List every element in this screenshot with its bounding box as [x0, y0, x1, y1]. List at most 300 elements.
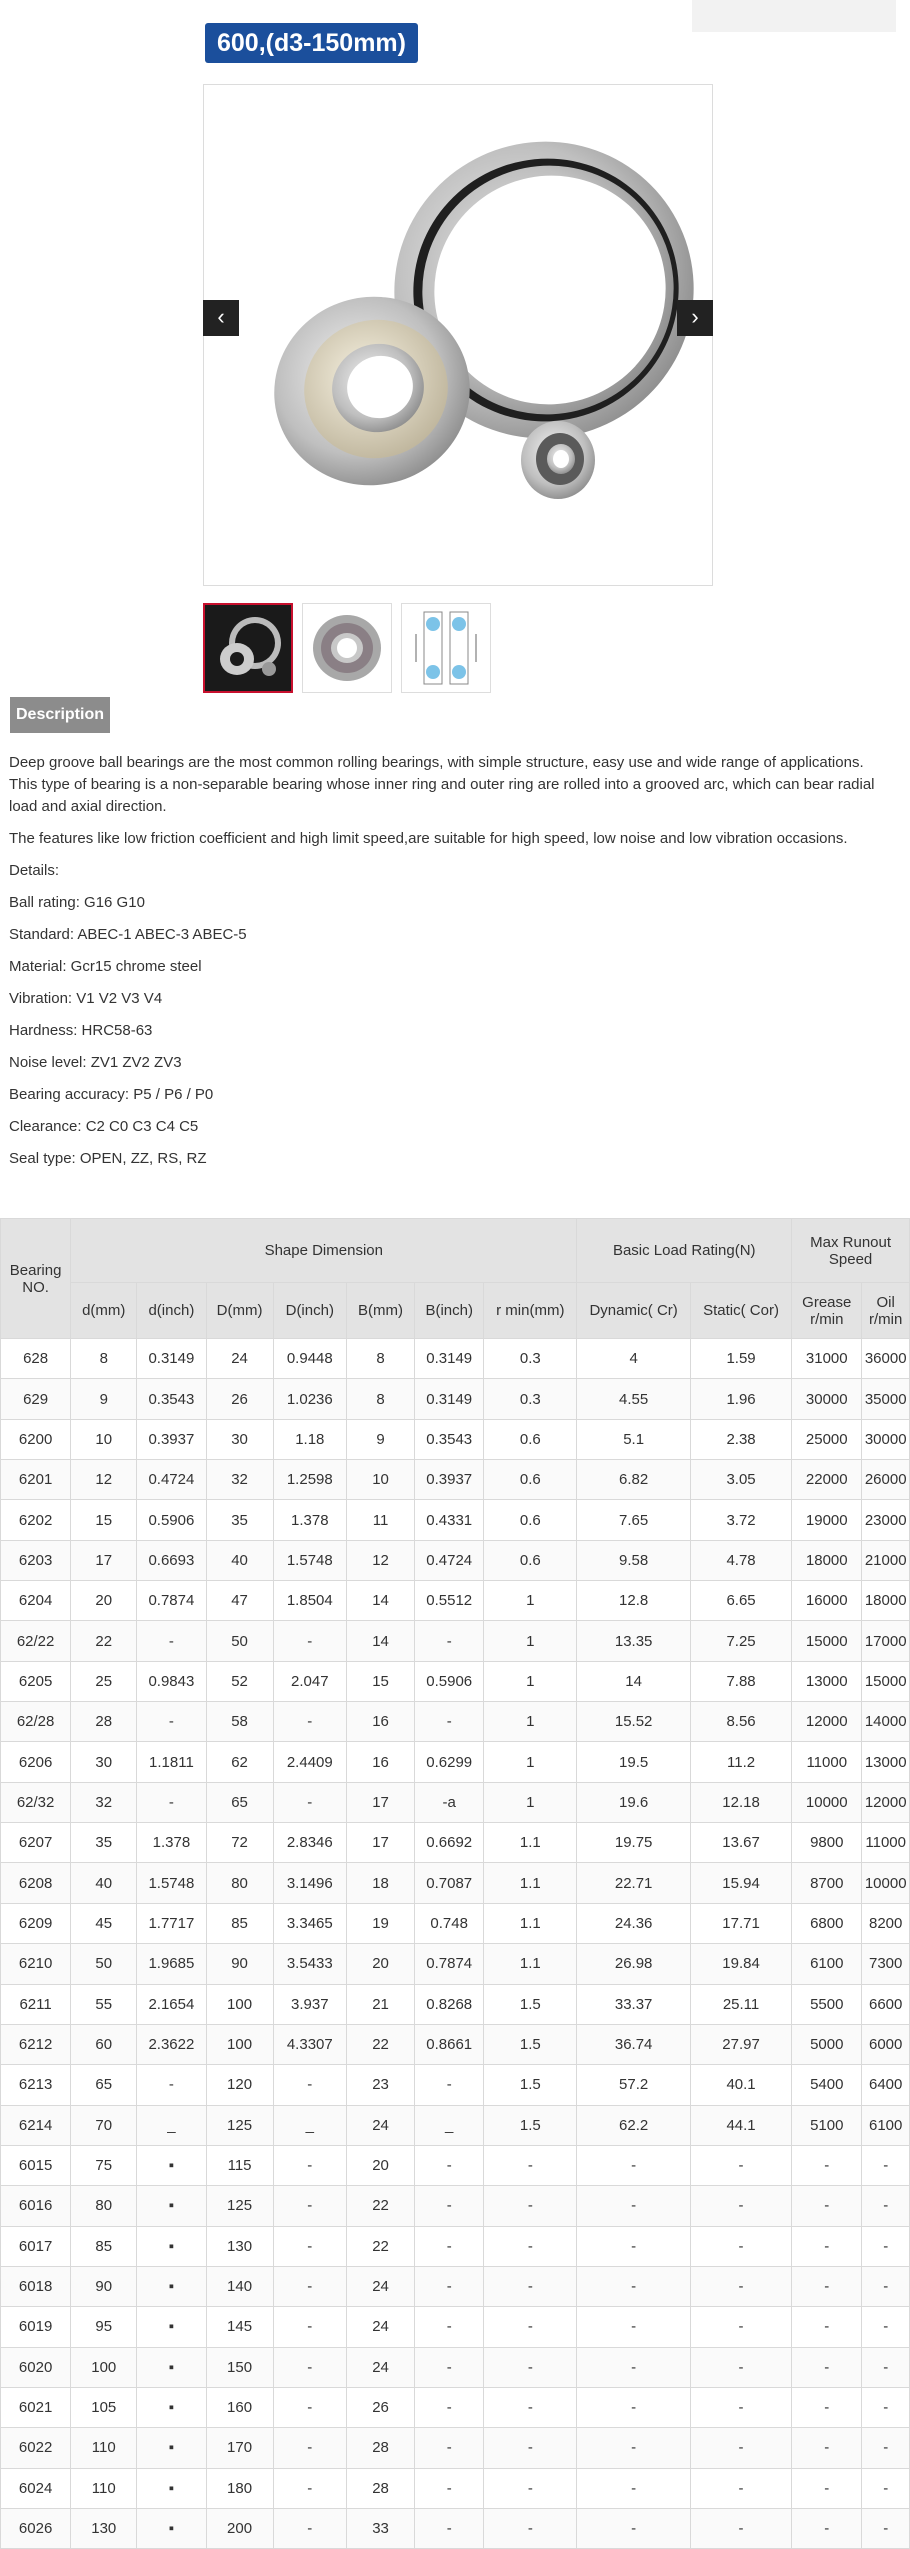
table-cell: ▪ [137, 2226, 206, 2266]
table-cell: - [415, 2266, 484, 2306]
table-cell: 21000 [862, 1540, 910, 1580]
table-cell: 6600 [862, 1984, 910, 2024]
table-cell: 3.1496 [273, 1863, 346, 1903]
table-cell: - [415, 2186, 484, 2226]
table-cell: 5400 [792, 2065, 862, 2105]
table-cell: - [792, 2387, 862, 2427]
table-cell: ▪ [137, 2145, 206, 2185]
table-cell: 19000 [792, 1500, 862, 1540]
table-cell: 0.4724 [415, 1540, 484, 1580]
table-cell: 17 [346, 1782, 414, 1822]
table-row [1, 2307, 910, 2347]
table-cell: 0.3149 [415, 1339, 484, 1379]
table-cell: 8 [71, 1339, 137, 1379]
gallery-next-button[interactable] [677, 300, 713, 336]
table-cell: 12.18 [690, 1782, 791, 1822]
table-cell: - [577, 2508, 691, 2548]
table-row [1, 2024, 910, 2064]
table-cell: 30 [71, 1742, 137, 1782]
detail-seal-type: Seal type: OPEN, ZZ, RS, RZ [9, 1150, 207, 1167]
table-cell: 125 [206, 2186, 273, 2226]
header-bearing-no: Bearing NO. [1, 1219, 71, 1339]
table-cell: 26000 [862, 1460, 910, 1500]
table-cell: 0.3149 [137, 1339, 206, 1379]
table-cell: 5.1 [577, 1419, 691, 1459]
table-cell: 12 [71, 1460, 137, 1500]
table-cell: - [273, 2307, 346, 2347]
table-cell: 28 [71, 1702, 137, 1742]
table-cell: 32 [71, 1782, 137, 1822]
table-cell: ▪ [137, 2307, 206, 2347]
table-cell: - [690, 2508, 791, 2548]
table-cell: 23000 [862, 1500, 910, 1540]
table-cell: _ [273, 2105, 346, 2145]
table-cell: 6100 [792, 1944, 862, 1984]
table-cell: 6.65 [690, 1581, 791, 1621]
table-cell: 30000 [862, 1419, 910, 1459]
table-cell: 1.59 [690, 1339, 791, 1379]
table-cell: ▪ [137, 2508, 206, 2548]
table-cell: - [484, 2387, 577, 2427]
table-cell: 0.6 [484, 1460, 577, 1500]
table-cell: 1.5748 [273, 1540, 346, 1580]
table-cell: - [577, 2387, 691, 2427]
table-cell: 0.3 [484, 1339, 577, 1379]
table-cell: - [484, 2347, 577, 2387]
table-cell: 6203 [1, 1540, 71, 1580]
table-cell: -a [415, 1782, 484, 1822]
table-row [1, 1339, 910, 1379]
col-header: d(mm) [71, 1283, 137, 1339]
table-cell: - [577, 2468, 691, 2508]
col-header: d(inch) [137, 1283, 206, 1339]
table-cell: - [273, 2266, 346, 2306]
table-cell: - [415, 2468, 484, 2508]
table-cell: 16 [346, 1742, 414, 1782]
table-cell: 4.78 [690, 1540, 791, 1580]
thumbnail-bearing-image [303, 604, 391, 692]
table-cell: 13.67 [690, 1823, 791, 1863]
col-header: Oil r/min [862, 1283, 910, 1339]
table-cell: 6202 [1, 1500, 71, 1540]
table-cell: 1.1 [484, 1823, 577, 1863]
table-cell: 105 [71, 2387, 137, 2427]
table-cell: - [862, 2508, 910, 2548]
table-cell: ▪ [137, 2186, 206, 2226]
table-cell: 16 [346, 1702, 414, 1742]
table-cell: 1.18 [273, 1419, 346, 1459]
table-cell: 1 [484, 1661, 577, 1701]
table-cell: 13000 [862, 1742, 910, 1782]
table-cell: 3.5433 [273, 1944, 346, 1984]
table-cell: 10000 [862, 1863, 910, 1903]
table-row [1, 1823, 910, 1863]
table-cell: 0.7874 [137, 1581, 206, 1621]
table-cell: 30 [206, 1419, 273, 1459]
thumbnail-bearing-image [205, 605, 291, 691]
table-cell: 17000 [862, 1621, 910, 1661]
table-cell: - [484, 2226, 577, 2266]
product-image-main [203, 84, 713, 586]
table-cell: 6.82 [577, 1460, 691, 1500]
table-cell: - [792, 2186, 862, 2226]
detail-vibration: Vibration: V1 V2 V3 V4 [9, 990, 163, 1007]
table-cell: 6209 [1, 1903, 71, 1943]
table-cell: 0.6693 [137, 1540, 206, 1580]
table-cell: - [577, 2186, 691, 2226]
table-cell: 7.88 [690, 1661, 791, 1701]
table-cell: 62/22 [1, 1621, 71, 1661]
table-cell: 3.72 [690, 1500, 791, 1540]
table-cell: 24 [346, 2266, 414, 2306]
table-cell: 12000 [862, 1782, 910, 1822]
detail-noise-level: Noise level: ZV1 ZV2 ZV3 [9, 1054, 182, 1071]
table-cell: 80 [206, 1863, 273, 1903]
header-shape-dimension: Shape Dimension [71, 1219, 577, 1283]
table-cell: 3.05 [690, 1460, 791, 1500]
table-cell: 6213 [1, 2065, 71, 2105]
table-cell: 6205 [1, 1661, 71, 1701]
table-cell: 75 [71, 2145, 137, 2185]
col-header: D(inch) [273, 1283, 346, 1339]
table-cell: 110 [71, 2468, 137, 2508]
table-cell: 22000 [792, 1460, 862, 1500]
table-cell: 22 [346, 2226, 414, 2266]
table-cell: 0.7087 [415, 1863, 484, 1903]
thumbnail-2[interactable] [302, 603, 392, 693]
table-cell: ▪ [137, 2347, 206, 2387]
detail-ball-rating: Ball rating: G16 G10 [9, 894, 145, 911]
table-cell: - [415, 2428, 484, 2468]
detail-clearance: Clearance: C2 C0 C3 C4 C5 [9, 1118, 199, 1135]
table-cell: 6212 [1, 2024, 71, 2064]
table-cell: - [273, 2468, 346, 2508]
table-cell: 85 [71, 2226, 137, 2266]
table-row [1, 1984, 910, 2024]
table-cell: 3.3465 [273, 1903, 346, 1943]
table-cell: 22 [346, 2024, 414, 2064]
table-cell: 19.6 [577, 1782, 691, 1822]
table-cell: 11000 [792, 1742, 862, 1782]
table-cell: - [690, 2468, 791, 2508]
table-cell: 32 [206, 1460, 273, 1500]
table-row [1, 2347, 910, 2387]
col-header: r min(mm) [484, 1283, 577, 1339]
table-cell: 13000 [792, 1661, 862, 1701]
thumbnail-3[interactable] [401, 603, 491, 693]
table-cell: 2.3622 [137, 2024, 206, 2064]
table-cell: - [690, 2186, 791, 2226]
table-cell: 1 [484, 1581, 577, 1621]
table-row [1, 1581, 910, 1621]
table-cell: 2.4409 [273, 1742, 346, 1782]
table-cell: 6210 [1, 1944, 71, 1984]
table-cell: 47 [206, 1581, 273, 1621]
table-row [1, 1782, 910, 1822]
table-cell: 2.1654 [137, 1984, 206, 2024]
table-row [1, 2428, 910, 2468]
table-cell: 19.75 [577, 1823, 691, 1863]
detail-material: Material: Gcr15 chrome steel [9, 958, 202, 975]
table-cell: 1.5 [484, 1984, 577, 2024]
table-cell: 36000 [862, 1339, 910, 1379]
thumbnail-1[interactable] [203, 603, 293, 693]
table-cell: 0.6299 [415, 1742, 484, 1782]
table-cell: 10000 [792, 1782, 862, 1822]
table-cell: - [690, 2347, 791, 2387]
description-section [9, 752, 879, 1180]
table-cell: 33.37 [577, 1984, 691, 2024]
table-cell: - [792, 2347, 862, 2387]
table-cell: 19.84 [690, 1944, 791, 1984]
table-cell: - [484, 2468, 577, 2508]
table-cell: 629 [1, 1379, 71, 1419]
table-cell: 36.74 [577, 2024, 691, 2064]
table-cell: 22.71 [577, 1863, 691, 1903]
table-row [1, 2226, 910, 2266]
table-cell: - [577, 2307, 691, 2347]
table-cell: 9.58 [577, 1540, 691, 1580]
table-cell: - [792, 2226, 862, 2266]
table-cell: 62/28 [1, 1702, 71, 1742]
table-cell: - [690, 2145, 791, 2185]
table-cell: 0.5512 [415, 1581, 484, 1621]
table-cell: 28 [346, 2428, 414, 2468]
col-header: B(inch) [415, 1283, 484, 1339]
table-cell: 6017 [1, 2226, 71, 2266]
table-cell: 140 [206, 2266, 273, 2306]
table-cell: 15 [346, 1661, 414, 1701]
table-cell: 0.4724 [137, 1460, 206, 1500]
table-row [1, 2387, 910, 2427]
table-cell: 6020 [1, 2347, 71, 2387]
table-cell: 19.5 [577, 1742, 691, 1782]
table-cell: 6800 [792, 1903, 862, 1943]
table-cell: 180 [206, 2468, 273, 2508]
table-cell: 26 [206, 1379, 273, 1419]
table-cell: - [484, 2508, 577, 2548]
table-row [1, 1863, 910, 1903]
table-cell: 16000 [792, 1581, 862, 1621]
table-cell: 6021 [1, 2387, 71, 2427]
table-cell: 1.5748 [137, 1863, 206, 1903]
table-cell: - [792, 2468, 862, 2508]
table-cell: 1.1 [484, 1863, 577, 1903]
bearing-image [204, 85, 714, 587]
table-cell: 25 [71, 1661, 137, 1701]
table-row [1, 2266, 910, 2306]
table-cell: - [415, 2307, 484, 2347]
table-cell: 1.9685 [137, 1944, 206, 1984]
table-cell: 50 [71, 1944, 137, 1984]
table-row [1, 1742, 910, 1782]
table-cell: 44.1 [690, 2105, 791, 2145]
col-header: Static( Cor) [690, 1283, 791, 1339]
table-cell: 6000 [862, 2024, 910, 2064]
table-cell: 7.25 [690, 1621, 791, 1661]
table-cell: 22 [71, 1621, 137, 1661]
table-cell: 628 [1, 1339, 71, 1379]
detail-bearing-accuracy: Bearing accuracy: P5 / P6 / P0 [9, 1086, 214, 1103]
table-cell: 1.2598 [273, 1460, 346, 1500]
table-cell: 15000 [792, 1621, 862, 1661]
table-row [1, 1661, 910, 1701]
table-cell: 15.52 [577, 1702, 691, 1742]
table-cell: 120 [206, 2065, 273, 2105]
table-cell: 20 [71, 1581, 137, 1621]
table-cell: 21 [346, 1984, 414, 2024]
tab-description[interactable]: Description [10, 697, 110, 733]
table-cell: 2.38 [690, 1419, 791, 1459]
table-cell: 0.3149 [415, 1379, 484, 1419]
table-row [1, 2145, 910, 2185]
table-cell: 1.5 [484, 2065, 577, 2105]
table-cell: 14000 [862, 1702, 910, 1742]
spec-table-body [1, 1339, 910, 2549]
table-cell: 55 [71, 1984, 137, 2024]
col-header: B(mm) [346, 1283, 414, 1339]
table-cell: - [862, 2226, 910, 2266]
table-cell: 9 [71, 1379, 137, 1419]
table-cell: 12.8 [577, 1581, 691, 1621]
table-cell: 52 [206, 1661, 273, 1701]
table-cell: 90 [206, 1944, 273, 1984]
table-cell: - [273, 2347, 346, 2387]
table-cell: 170 [206, 2428, 273, 2468]
table-cell: 23 [346, 2065, 414, 2105]
table-cell: 65 [71, 2065, 137, 2105]
table-cell: 27.97 [690, 2024, 791, 2064]
table-cell: 18000 [862, 1581, 910, 1621]
table-row [1, 2508, 910, 2548]
table-cell: - [273, 2186, 346, 2226]
table-cell: 0.748 [415, 1903, 484, 1943]
table-cell: 24 [346, 2347, 414, 2387]
table-cell: 10 [346, 1460, 414, 1500]
table-cell: 7.65 [577, 1500, 691, 1540]
table-cell: - [415, 2065, 484, 2105]
table-cell: - [792, 2428, 862, 2468]
table-cell: 0.8661 [415, 2024, 484, 2064]
table-cell: 125 [206, 2105, 273, 2145]
table-cell: 1 [484, 1621, 577, 1661]
table-cell: 35000 [862, 1379, 910, 1419]
table-cell: - [415, 1702, 484, 1742]
description-paragraph-1: Deep groove ball bearings are the most common rolling bearings, with simple structure, easy use and wide range of applications. This type of bearing is a non-separable bearing whose inner ring and outer ring are rolled into a grooved arc, which can bear radial load and axial direction. [9, 754, 875, 815]
table-row [1, 1460, 910, 1500]
table-cell: 25.11 [690, 1984, 791, 2024]
table-row [1, 2186, 910, 2226]
table-row [1, 1621, 910, 1661]
table-row [1, 1944, 910, 1984]
table-cell: 1.0236 [273, 1379, 346, 1419]
table-cell: - [577, 2145, 691, 2185]
table-cell: 2.047 [273, 1661, 346, 1701]
table-cell: - [577, 2347, 691, 2387]
table-cell: 26 [346, 2387, 414, 2427]
table-cell: - [792, 2145, 862, 2185]
detail-hardness: Hardness: HRC58-63 [9, 1022, 153, 1039]
table-cell: 9 [346, 1419, 414, 1459]
table-cell: 100 [206, 2024, 273, 2064]
table-cell: 40 [71, 1863, 137, 1903]
table-cell: 24 [206, 1339, 273, 1379]
table-cell: 15000 [862, 1661, 910, 1701]
table-cell: 60 [71, 2024, 137, 2064]
table-cell: 0.6 [484, 1500, 577, 1540]
table-cell: 0.9843 [137, 1661, 206, 1701]
table-cell: - [137, 2065, 206, 2105]
table-cell: 6208 [1, 1863, 71, 1903]
description-paragraph-2: The features like low friction coefficient and high limit speed,are suitable for high speed, low noise and low vibration occasions. [9, 830, 848, 847]
col-header: D(mm) [206, 1283, 273, 1339]
table-cell: 24.36 [577, 1903, 691, 1943]
table-cell: 14 [346, 1581, 414, 1621]
table-cell: 25000 [792, 1419, 862, 1459]
top-right-panel [692, 0, 896, 32]
table-cell: 22 [346, 2186, 414, 2226]
table-cell: 130 [206, 2226, 273, 2266]
table-cell: 8700 [792, 1863, 862, 1903]
table-cell: - [690, 2428, 791, 2468]
table-cell: 0.8268 [415, 1984, 484, 2024]
gallery-prev-button[interactable] [203, 300, 239, 336]
table-cell: - [862, 2387, 910, 2427]
table-cell: 85 [206, 1903, 273, 1943]
table-cell: 15 [71, 1500, 137, 1540]
table-cell: 6200 [1, 1419, 71, 1459]
table-cell: 8 [346, 1379, 414, 1419]
table-cell: 3.937 [273, 1984, 346, 2024]
table-cell: - [690, 2307, 791, 2347]
table-cell: - [137, 1621, 206, 1661]
table-cell: 6016 [1, 2186, 71, 2226]
table-cell: 18000 [792, 1540, 862, 1580]
table-cell: - [273, 2065, 346, 2105]
table-cell: ▪ [137, 2266, 206, 2306]
table-cell: 150 [206, 2347, 273, 2387]
table-cell: 70 [71, 2105, 137, 2145]
table-cell: 24 [346, 2307, 414, 2347]
table-row [1, 1500, 910, 1540]
table-cell: 12 [346, 1540, 414, 1580]
table-cell: 1 [484, 1702, 577, 1742]
table-cell: 6204 [1, 1581, 71, 1621]
detail-standard: Standard: ABEC-1 ABEC-3 ABEC-5 [9, 926, 247, 943]
table-cell: 0.6 [484, 1419, 577, 1459]
table-cell: 1.5 [484, 2105, 577, 2145]
table-cell: 0.6692 [415, 1823, 484, 1863]
table-cell: 145 [206, 2307, 273, 2347]
chevron-left-icon: ‹ [217, 304, 225, 329]
table-cell: 4.3307 [273, 2024, 346, 2064]
table-cell: 35 [206, 1500, 273, 1540]
table-cell: 0.7874 [415, 1944, 484, 1984]
table-cell: 80 [71, 2186, 137, 2226]
table-cell: ▪ [137, 2387, 206, 2427]
table-cell: - [273, 2226, 346, 2266]
table-cell: 17 [346, 1823, 414, 1863]
table-cell: 6026 [1, 2508, 71, 2548]
table-cell: - [415, 2145, 484, 2185]
table-cell: - [577, 2226, 691, 2266]
table-cell: 115 [206, 2145, 273, 2185]
table-cell: 0.3543 [415, 1419, 484, 1459]
table-cell: 12000 [792, 1702, 862, 1742]
table-cell: - [862, 2468, 910, 2508]
table-cell: - [862, 2428, 910, 2468]
table-cell: 24 [346, 2105, 414, 2145]
